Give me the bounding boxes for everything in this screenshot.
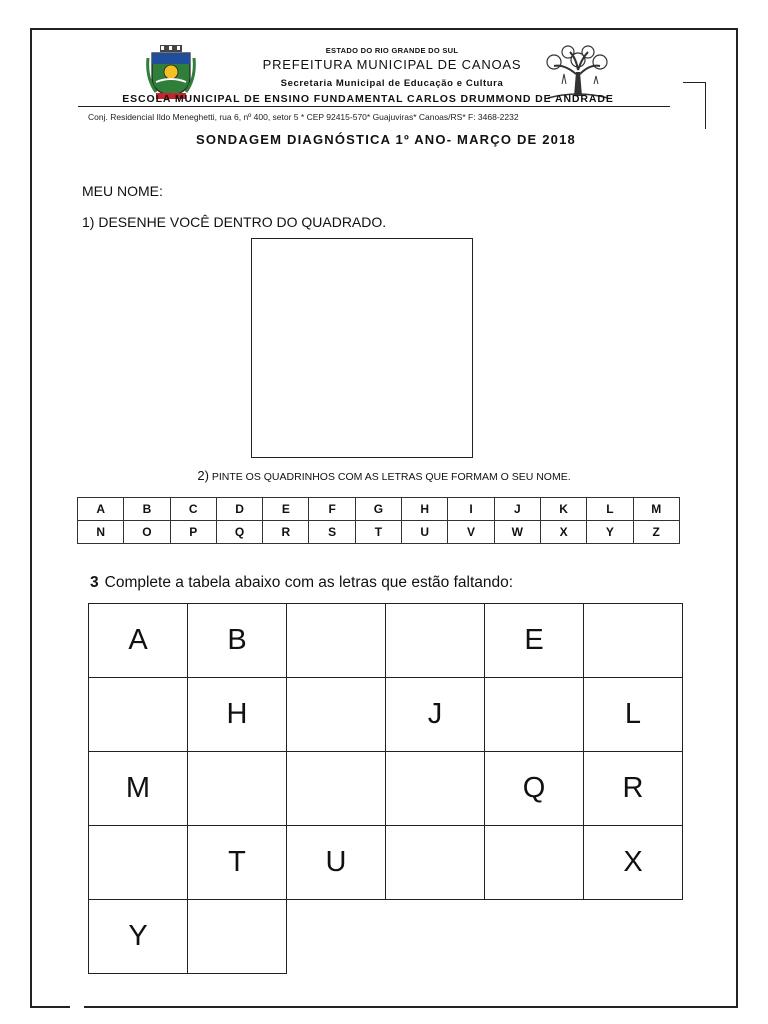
alphabet-cell[interactable]: F (309, 498, 355, 521)
empty-space (386, 900, 485, 974)
blank-letter-cell[interactable] (287, 678, 386, 752)
empty-space (485, 900, 584, 974)
alphabet-cell[interactable]: L (587, 498, 633, 521)
letter-cell: T (188, 826, 287, 900)
alphabet-cell[interactable]: C (170, 498, 216, 521)
blank-letter-cell[interactable] (287, 752, 386, 826)
blank-letter-cell[interactable] (89, 826, 188, 900)
alphabet-cell[interactable]: G (355, 498, 401, 521)
missing-letters-table (88, 603, 683, 974)
letter-cell: J (386, 678, 485, 752)
letter-cell: E (485, 604, 584, 678)
header-address: Conj. Residencial Ildo Meneghetti, rua 6, nº 400, setor 5 * CEP 92415-570* Guajuviras* Canoas/RS* F: 3468-2232 (88, 112, 519, 122)
alphabet-cell[interactable]: B (124, 498, 170, 521)
letter-cell: Y (89, 900, 188, 974)
missing-letters-row (89, 752, 683, 826)
letter-cell: B (188, 604, 287, 678)
alphabet-row (78, 498, 680, 521)
missing-letters-row (89, 900, 683, 974)
drawing-box[interactable] (251, 238, 473, 458)
alphabet-cell[interactable]: Z (633, 521, 679, 544)
question-2-number: 2) (197, 468, 209, 483)
alphabet-cell[interactable]: K (540, 498, 586, 521)
missing-letters-row (89, 604, 683, 678)
border-gap (70, 1004, 84, 1012)
blank-letter-cell[interactable] (386, 604, 485, 678)
letter-cell: M (89, 752, 188, 826)
blank-letter-cell[interactable] (188, 900, 287, 974)
alphabet-cell[interactable]: Q (216, 521, 262, 544)
missing-letters-row (89, 826, 683, 900)
empty-space (287, 900, 386, 974)
question-1: 1) DESENHE VOCÊ DENTRO DO QUADRADO. (82, 214, 387, 230)
alphabet-cell[interactable]: A (78, 498, 124, 521)
alphabet-cell[interactable]: D (216, 498, 262, 521)
header-state: ESTADO DO RIO GRANDE DO SUL (325, 46, 459, 55)
alphabet-cell[interactable]: U (402, 521, 448, 544)
question-3-number: 3 (90, 574, 99, 591)
alphabet-cell[interactable]: Y (587, 521, 633, 544)
header-divider (78, 106, 670, 107)
alphabet-cell[interactable]: X (540, 521, 586, 544)
alphabet-cell[interactable]: E (263, 498, 309, 521)
page-title: SONDAGEM DIAGNÓSTICA 1º ANO- MARÇO DE 2018 (196, 132, 576, 147)
alphabet-cell[interactable]: V (448, 521, 494, 544)
alphabet-cell[interactable]: O (124, 521, 170, 544)
blank-letter-cell[interactable] (89, 678, 188, 752)
letter-cell: U (287, 826, 386, 900)
header-prefecture: PREFEITURA MUNICIPAL DE CANOAS (262, 57, 522, 72)
header-secretariat: Secretaria Municipal de Educação e Cultura (280, 78, 504, 89)
header-school-name: ESCOLA MUNICIPAL DE ENSINO FUNDAMENTAL CARLOS DRUMMOND DE ANDRADE (122, 93, 614, 105)
alphabet-cell[interactable]: M (633, 498, 679, 521)
letter-cell: L (584, 678, 683, 752)
alphabet-cell[interactable]: J (494, 498, 540, 521)
letter-cell: X (584, 826, 683, 900)
blank-letter-cell[interactable] (584, 604, 683, 678)
letter-cell: Q (485, 752, 584, 826)
letter-cell: H (188, 678, 287, 752)
question-2 (0, 468, 768, 483)
alphabet-cell[interactable]: T (355, 521, 401, 544)
blank-letter-cell[interactable] (386, 826, 485, 900)
alphabet-cell[interactable]: H (402, 498, 448, 521)
blank-letter-cell[interactable] (287, 604, 386, 678)
alphabet-cell[interactable]: S (309, 521, 355, 544)
alphabet-cell[interactable]: N (78, 521, 124, 544)
question-2-text: PINTE OS QUADRINHOS COM AS LETRAS QUE FORMAM O SEU NOME. (211, 471, 571, 483)
alphabet-cell[interactable]: I (448, 498, 494, 521)
alphabet-cell[interactable]: R (263, 521, 309, 544)
blank-letter-cell[interactable] (485, 826, 584, 900)
blank-letter-cell[interactable] (386, 752, 485, 826)
empty-space (584, 900, 683, 974)
alphabet-cell[interactable]: P (170, 521, 216, 544)
blank-letter-cell[interactable] (188, 752, 287, 826)
blank-letter-cell[interactable] (485, 678, 584, 752)
letter-cell: R (584, 752, 683, 826)
alphabet-row (78, 521, 680, 544)
question-3 (90, 574, 513, 592)
alphabet-cell[interactable]: W (494, 521, 540, 544)
alphabet-table (77, 497, 680, 544)
name-field-label: MEU NOME: (82, 183, 163, 199)
question-3-text: Complete a tabela abaixo com as letras que estão faltando: (104, 574, 514, 591)
letter-cell: A (89, 604, 188, 678)
header-bracket (683, 82, 706, 129)
missing-letters-row (89, 678, 683, 752)
